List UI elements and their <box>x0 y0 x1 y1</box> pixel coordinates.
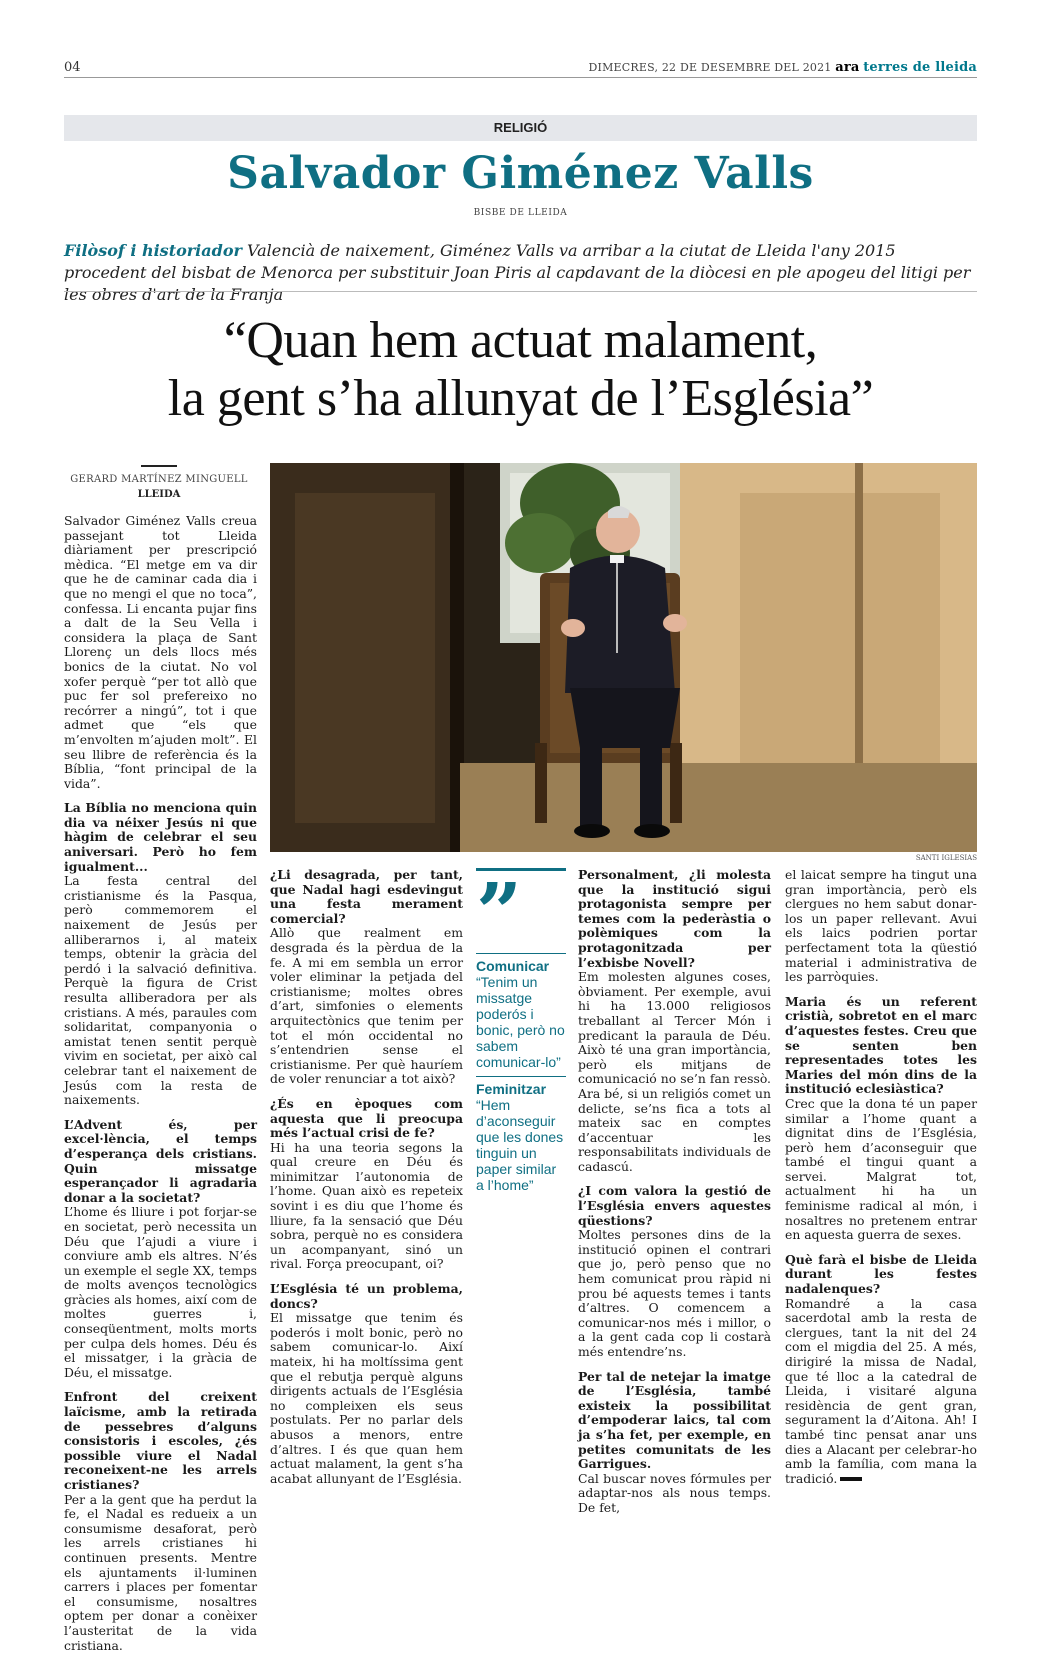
article-column-1 <box>64 514 257 1659</box>
photo-credit: SANTI IGLESIAS <box>915 854 977 862</box>
headline <box>64 312 977 428</box>
intro-lead: Filòsof i historiador <box>64 241 242 260</box>
issue-date: DIMECRES, 22 DE DESEMBRE DEL 2021 <box>588 61 832 74</box>
pull-quote-2 <box>476 1076 566 1193</box>
paragraph: Em molesten algunes coses, òbviament. Per exemple, avui hi ha 13.000 religiosos treballant al Tercer Món i predicant la paraula de Déu. Això té una gran importància, però els mitjans de comunicació no se’n fan ressò. Ara bé, si un religiós comet un delicte, se’ns fica a tots al mateix sac en comptes d’accentuar les responsabilitats individuals de cadascú. <box>578 969 771 1174</box>
header-rule <box>64 77 977 78</box>
paragraph: Hi ha una teoria segons la qual creure en Déu és minimitzar l’autonomia de l’home. Quan això es repeteix sovint i es diu que l’home és lliure, fa la sensació que Déu sobra, perquè no es considera un acompanyant, sinó un rival. Força preocupant, oi? <box>270 1139 463 1272</box>
dateline <box>589 60 977 75</box>
paragraph <box>785 1297 977 1487</box>
interview-question: ¿I com valora la gestió de l’Església envers aquestes qüestions? <box>578 1183 771 1228</box>
intro-text: Valencià de naixement, Giménez Valls va arribar a la ciutat de Lleida l'any 2015 procedent del bisbat de Menorca per substituir Joan Piris al capdavant de la diòcesi en ple apogeu del litigi per les obres d'art de la Franja <box>64 241 971 304</box>
closing-paragraph: Romandré a la casa sacerdotal amb la resta de clergues, tant la nit del 24 com el migdia del 25. A més, dirigiré la missa de Nadal, que té lloc a la catedral de Lleida, i visitaré alguna residència de gent gran, segurament la d’Aitona. Ah! I també tinc pensat anar uns dies a Alacant per celebrar-ho amb la família, com mana la tradició. <box>785 1295 977 1486</box>
paragraph: L’home és lliure i pot forjar-se en societat, però necessita un Déu que l’ajudi a viure i conviure amb els altres. N’és un exemple el segle XX, temps de molts avenços tecnològics gràcies als homes, així com de moltes guerres i, conseqüentment, molts morts per culpa dels homes. Déu és el missatger, i la gràcia de Déu, el missatge. <box>64 1204 257 1380</box>
headline-line-1: “Quan hem actuat malament, <box>223 312 818 369</box>
intro-standfirst <box>64 240 977 306</box>
interviewee-name: Salvador Giménez Valls <box>227 148 814 199</box>
paragraph: Allò que realment em desgrada és la pèrdua de la fe. A mi em sembla un error voler eliminar la petjada del cristianisme; moltes obres d’art, simfonies o elements arquitectònics que tenim per tot el món occidental no s’entendrien sense el cristianisme. Per què hauríem de voler renunciar a tot això? <box>270 925 463 1087</box>
paragraph: Crec que la dona té un paper similar a l’home quant a dignitat dins de l’Església, però hem d’aconseguir que també el tingui quant a servei. Malgrat tot, actualment hi ha un feminisme radical al món, i nosaltres no pretenem entrar en aquesta guerra de sexes. <box>785 1095 977 1243</box>
quote-sidebar <box>476 865 566 1199</box>
interview-question: Què farà el bisbe de Lleida durant les festes nadalenques? <box>785 1251 977 1297</box>
article-column-4 <box>785 868 977 1492</box>
pull-quote-title: Comunicar <box>476 958 550 974</box>
interview-question: Per tal de netejar la imatge de l’Església, també existeix la possibilitat d’empoderar laics, tal com ja s’ha fet, per exemple, en petites comunitats de les Garrigues. <box>578 1368 771 1472</box>
pull-quote-text: “Hem d’aconseguir que les dones tinguin un paper similar a l’home” <box>476 1097 564 1193</box>
page-number: 04 <box>64 60 81 75</box>
pull-quote-1 <box>476 953 566 1070</box>
pull-quote-text: “Tenim un missatge poderós i bonic, però no sabem comunicar-lo” <box>476 974 565 1070</box>
article-column-3 <box>578 868 771 1522</box>
article-column-2 <box>270 868 463 1492</box>
paragraph: El missatge que tenim és poderós i molt bonic, però no sabem comunicar-lo. Així mateix, hi ha moltíssima gent que el rebutja perquè alguns dirigents actuals de l’Església no compleixen els seus postulats. Per no parlar dels abusos a menors, entre d’altres. I és que quan hem actuat malament, la gent s’ha acabat allunyant de l’Església. <box>270 1310 463 1486</box>
interview-question: Maria és un referent cristià, sobretot en el marc d’aquestes festes. Creu que se senten ben representades totes les Maries del món dins de la institució eclesiàstica? <box>785 993 977 1097</box>
byline-rule <box>141 465 177 467</box>
intro-rule <box>64 291 977 292</box>
paragraph: La festa central del cristianisme és la Pasqua, però commemorem el naixement de Jesús per alliberarnos i, al mateix temps, obtenir la gràcia del perdó i la salvació definitiva. Perquè la figura de Crist resulta alliberadora per als cristians. A més, paraules com solidaritat, companyonia o amistat tenen sentit perquè vivim en societat, per això cal celebrar tant el naixement de Jesús com la resta de naixements. <box>64 873 257 1108</box>
pull-quote-title: Feminitzar <box>476 1081 547 1097</box>
quote-mark-icon: ” <box>476 865 523 959</box>
byline-city: LLEIDA <box>137 489 181 500</box>
paragraph: Per a la gent que ha perdut la fe, el Nadal es redueix a un consumisme desaforat, però les arrels cristianes hi continuen presents. Mentre els ajuntaments il·luminen carrers i places per fomentar el consumisme, nosaltres optem per donar a conèixer l’austeritat de la vida cristiana. <box>64 1491 257 1653</box>
interview-question: Enfront del creixent laïcisme, amb la retirada de pessebres d’alguns consistoris i escoles, ¿és possible viure el Nadal reconeixent-ne les arrels cristianes? <box>64 1389 257 1492</box>
paragraph: Cal buscar noves fórmules per adaptar-nos als nous temps. De fet, <box>578 1470 771 1515</box>
paragraph: el laicat sempre ha tingut una gran importància, però els clergues no hem sabut donar-los un paper rellevant. Avui els laics podrien portar perfectament tota la qüestió material i administrativa de les parròquies. <box>785 867 977 985</box>
interview-question: ¿Li desagrada, per tant, que Nadal hagi esdevingut una festa merament comercial? <box>270 867 463 926</box>
end-mark-icon <box>840 1477 862 1481</box>
bishop-photo <box>270 463 977 852</box>
section-label: RELIGIÓ <box>493 120 548 135</box>
headline-line-2: la gent s’ha allunyat de l’Església” <box>167 370 874 427</box>
paragraph: Salvador Giménez Valls creua passejant tot Lleida diàriament per prescripció mèdica. “El metge em va dir que he de caminar cada dia i que no mengi el que no toca”, confessa. Li encanta pujar fins a dalt de la Seu Vella i considera la plaça de Sant Llorenç un dels llocs més bonics de la ciutat. No vol xofer perquè “per tot allò que puc fer sol prefereixo no recórrer a ningú”, tot i que admet que “els que m’envolten m’ajuden molt”. El seu llibre de referència és la Bíblia, “font principal de la vida”. <box>64 513 257 791</box>
section-name: terres de lleida <box>863 60 977 75</box>
brand-logo: ara <box>835 60 860 75</box>
interviewee-role: BISBE DE LLEIDA <box>473 208 568 218</box>
interview-question: ¿És en èpoques com aquesta que li preocupa més l’actual crisi de fe? <box>270 1095 463 1141</box>
byline-author: GERARD MARTÍNEZ MINGUELL <box>70 474 248 485</box>
interview-question: L’Advent és, per excel·lència, el temps d’esperança dels cristians. Quin missatge esperançador li agradaria donar a la societat? <box>64 1116 257 1205</box>
interview-question: Personalment, ¿li molesta que la institució sigui protagonista sempre per temes com la pederàstia o polèmiques com la protagonitzada per l’exbisbe Novell? <box>578 867 771 970</box>
paragraph: Moltes persones dins de la institució opinen el contrari que jo, però penso que no hem comunicat prou ràpid ni prou bé aquests temes i tants d’altres. O comencem a comunicar-nos més i millor, o a la gent cada cop li costarà més entendre’ns. <box>578 1227 771 1359</box>
interview-question: La Bíblia no menciona quin dia va néixer Jesús ni que hàgim de celebrar el seu aniversari. Però ho fem igualment... <box>64 800 257 874</box>
section-bar <box>64 115 977 141</box>
interview-question: L’Església té un problema, doncs? <box>270 1281 463 1311</box>
